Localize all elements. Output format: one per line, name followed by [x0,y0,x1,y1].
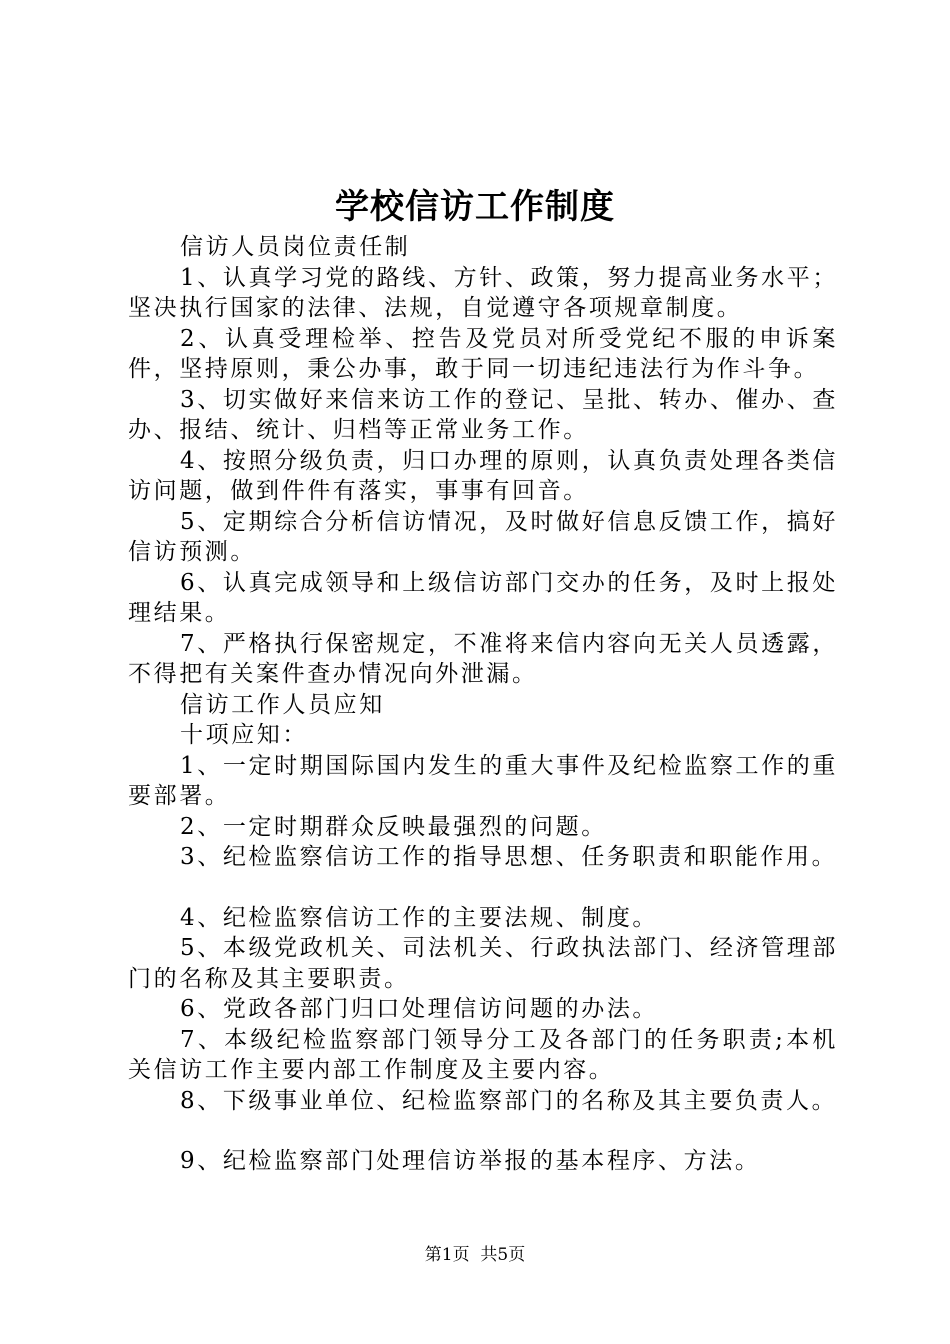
knowledge-item-2: 2、一定时期群众反映最强烈的问题。 [180,813,607,840]
knowledge-item-4: 4、纪检监察信访工作的主要法规、制度。 [180,904,659,931]
subheading-ten-items: 十项应知： [180,722,308,748]
section-heading-responsibility: 信访人员岗位责任制 [180,234,411,260]
knowledge-item-6: 6、党政各部门归口处理信访问题的办法。 [180,996,659,1022]
paragraph-item-7: 7、严格执行保密规定，不准将来信内容向无关人员透露，不得把有关案件查办情况向外泄漏。 [128,630,838,687]
paragraph-item-2: 2、认真受理检举、控告及党员对所受党纪不服的申诉案件，坚持原则，秉公办事，敢于同一切违纪违法行为作斗争。 [128,325,838,382]
knowledge-item-5: 5、本级党政机关、司法机关、行政执法部门、经济管理部门的名称及其主要职责。 [128,935,838,992]
knowledge-item-9: 9、纪检监察部门处理信访举报的基本程序、方法。 [180,1148,761,1174]
paragraph-item-1: 1、认真学习党的路线、方针、政策，努力提高业务水平；坚决执行国家的法律、法规，自觉遵守各项规章制度。 [128,264,838,321]
paragraph-item-5: 5、定期综合分析信访情况，及时做好信息反馈工作，搞好信访预测。 [128,508,838,565]
paragraph-item-4: 4、按照分级负责，归口办理的原则，认真负责处理各类信访问题，做到件件有落实，事事有回音。 [128,447,838,504]
knowledge-item-3: 3、纪检监察信访工作的指导思想、任务职责和职能作用。 [180,844,838,870]
knowledge-item-1: 1、一定时期国际国内发生的重大事件及纪检监察工作的重要部署。 [128,752,838,809]
knowledge-item-8: 8、下级事业单位、纪检监察部门的名称及其主要负责人。 [180,1087,838,1114]
paragraph-item-6: 6、认真完成领导和上级信访部门交办的任务，及时上报处理结果。 [128,569,838,626]
document-body [128,232,838,1177]
page-number: 第1页 [424,1245,470,1265]
document-title: 学校信访工作制度 [335,187,615,227]
section-heading-knowledge: 信访工作人员应知 [180,691,385,718]
paragraph-item-3: 3、切实做好来信来访工作的登记、呈批、转办、催办、查办、报结、统计、归档等正常业务工作。 [128,386,838,443]
page-footer [0,1243,950,1267]
page-total: 共5页 [480,1245,526,1265]
knowledge-item-7: 7、本级纪检监察部门领导分工及各部门的任务职责;本机关信访工作主要内部工作制度及主要内容。 [128,1026,838,1083]
